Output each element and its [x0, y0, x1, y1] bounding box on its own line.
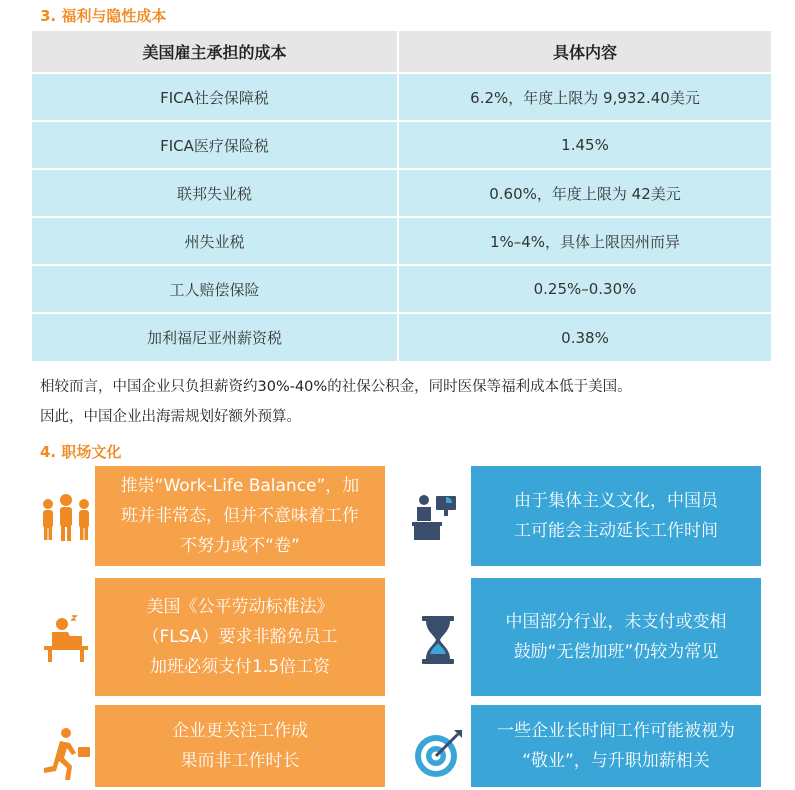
- table-cell: 0.60%，年度上限为 42美元: [398, 169, 771, 217]
- card-text: 美国《公平劳动标准法》 （FLSA）要求非豁免员工 加班必须支付1.5倍工资: [142, 597, 338, 677]
- table-cell: FICA医疗保险税: [32, 121, 398, 169]
- section-title-workplace-culture: 4. 职场文化: [40, 443, 122, 461]
- table-cell: 1.45%: [398, 121, 771, 169]
- table-row: [32, 265, 771, 313]
- info-card-results-focus: [95, 705, 385, 787]
- team-people-icon: [38, 490, 94, 546]
- info-card-flsa: [95, 578, 385, 696]
- section-title-benefits: 3. 福利与隐性成本: [40, 7, 167, 25]
- tired-worker-icon: [38, 610, 94, 666]
- table-cell: 工人赔偿保险: [32, 265, 398, 313]
- card-text: 中国部分行业，未支付或变相 鼓励“无偿加班”仍较为常见: [505, 612, 727, 662]
- table-row: [32, 217, 771, 265]
- hourglass-icon: [414, 612, 470, 668]
- card-text: 一些企业长时间工作可能被视为 “敬业”，与升职加薪相关: [497, 721, 735, 771]
- table-row: [32, 169, 771, 217]
- desk-worker-icon: [408, 488, 464, 544]
- table-header-row: [32, 31, 771, 73]
- card-text: 推崇“Work-Life Balance”，加 班并非常态，但并不意味着工作 不努力或不“卷”: [120, 476, 360, 556]
- table-cell: 联邦失业税: [32, 169, 398, 217]
- target-icon: [412, 726, 468, 782]
- info-card-unpaid-overtime: [471, 578, 761, 696]
- table-cell: 1%–4%，具体上限因州而异: [398, 217, 771, 265]
- info-card-dedication: [471, 705, 761, 787]
- paragraph-line: 因此，中国企业出海需规划好额外预算。: [40, 409, 301, 425]
- table-cell: 加利福尼亚州薪资税: [32, 313, 398, 361]
- comparison-paragraph: [40, 372, 785, 432]
- column-header-cost: 美国雇主承担的成本: [32, 31, 398, 73]
- card-text: 由于集体主义文化，中国员 工可能会主动延长工作时间: [514, 491, 718, 541]
- info-card-work-life-balance: [95, 466, 385, 566]
- card-text: 企业更关注工作成 果而非工作时长: [172, 721, 308, 771]
- paragraph-line: 相较而言，中国企业只负担薪资约30%-40%的社保公积金，同时医保等福利成本低于美国。: [40, 379, 632, 395]
- table-cell: 州失业税: [32, 217, 398, 265]
- employer-cost-table: [32, 31, 771, 361]
- table-row: [32, 73, 771, 121]
- table-cell: 6.2%，年度上限为 9,932.40美元: [398, 73, 771, 121]
- table-cell: FICA社会保障税: [32, 73, 398, 121]
- table-cell: 0.38%: [398, 313, 771, 361]
- table-row: [32, 313, 771, 361]
- running-person-icon: [38, 725, 94, 781]
- table-row: [32, 121, 771, 169]
- column-header-detail: 具体内容: [398, 31, 771, 73]
- table-cell: 0.25%–0.30%: [398, 265, 771, 313]
- info-card-collectivism: [471, 466, 761, 566]
